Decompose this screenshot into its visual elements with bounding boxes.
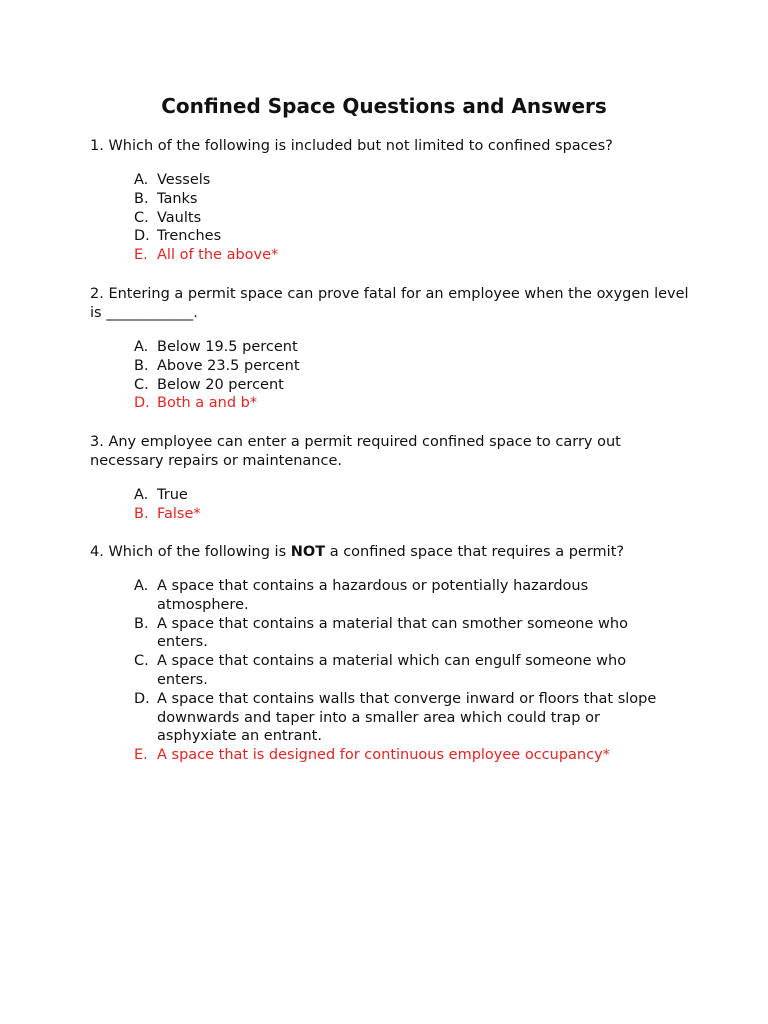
option-letter: B.	[134, 190, 149, 207]
option-letter: B.	[134, 615, 149, 632]
option-1c	[134, 209, 674, 228]
question-1-options	[134, 171, 674, 265]
question-4-emphasis: NOT	[290, 544, 326, 560]
question-4-text-start: 4. Which of the following is	[90, 544, 291, 560]
option-1d	[134, 227, 674, 246]
option-text: False*	[157, 505, 201, 522]
option-text: Vessels	[157, 172, 211, 188]
question-4-options	[134, 577, 674, 765]
option-letter: E.	[134, 747, 148, 764]
option-2d-correct	[134, 394, 674, 413]
option-4c	[134, 652, 674, 690]
page-title: Confined Space Questions and Answers	[161, 94, 607, 118]
question-4-text-end: a confined space that requires a permit?	[325, 544, 625, 560]
option-text: All of the above*	[157, 247, 279, 264]
option-4e-correct	[134, 746, 674, 765]
option-letter: D.	[134, 395, 150, 412]
option-4a	[134, 577, 674, 615]
option-letter: A.	[134, 487, 149, 503]
question-2-options	[134, 338, 674, 413]
option-text: Trenches	[157, 228, 222, 245]
option-letter: A.	[134, 172, 149, 188]
option-text: Below 20 percent	[157, 376, 284, 393]
option-4b	[134, 615, 674, 653]
option-text: Above 23.5 percent	[157, 357, 300, 374]
option-text: A space that contains walls that converge inward or floors that slope downwards and taper into a smaller area which could trap or asphyxiate an entrant.	[157, 690, 657, 745]
option-letter: D.	[134, 228, 150, 245]
option-3b-correct	[134, 505, 674, 524]
question-1: 1. Which of the following is included but not limited to confined spaces?	[90, 138, 613, 154]
option-letter: B.	[134, 357, 149, 374]
option-2b	[134, 357, 674, 376]
question-3-options	[134, 486, 674, 524]
option-text: A space that is designed for continuous employee occupancy*	[157, 747, 610, 764]
option-text: True	[157, 487, 188, 503]
question-3: 3. Any employee can enter a permit required confined space to carry out necessary repairs or maintenance.	[90, 434, 621, 469]
option-letter: C.	[134, 376, 149, 393]
option-1b	[134, 190, 674, 209]
option-text: Below 19.5 percent	[157, 339, 298, 355]
option-text: A space that contains a material which can engulf someone who enters.	[157, 653, 627, 688]
option-text: Tanks	[157, 190, 198, 207]
option-1a	[134, 171, 674, 190]
question-2: 2. Entering a permit space can prove fatal for an employee when the oxygen level is ____________.	[90, 286, 689, 321]
option-letter: A.	[134, 578, 149, 594]
option-text: Vaults	[157, 209, 202, 226]
option-text: Both a and b*	[157, 395, 258, 412]
option-letter: C.	[134, 209, 149, 226]
option-3a	[134, 486, 674, 505]
option-letter: C.	[134, 653, 149, 670]
option-text: A space that contains a material that can smother someone who enters.	[157, 615, 628, 651]
option-letter: E.	[134, 247, 148, 264]
option-text: A space that contains a hazardous or potentially hazardous atmosphere.	[157, 578, 589, 613]
question-4	[90, 543, 690, 562]
option-2c	[134, 376, 674, 395]
option-4d	[134, 690, 674, 746]
option-letter: B.	[134, 505, 149, 522]
option-letter: A.	[134, 339, 149, 355]
option-letter: D.	[134, 690, 150, 707]
option-2a	[134, 338, 674, 357]
option-1e-correct	[134, 246, 674, 265]
